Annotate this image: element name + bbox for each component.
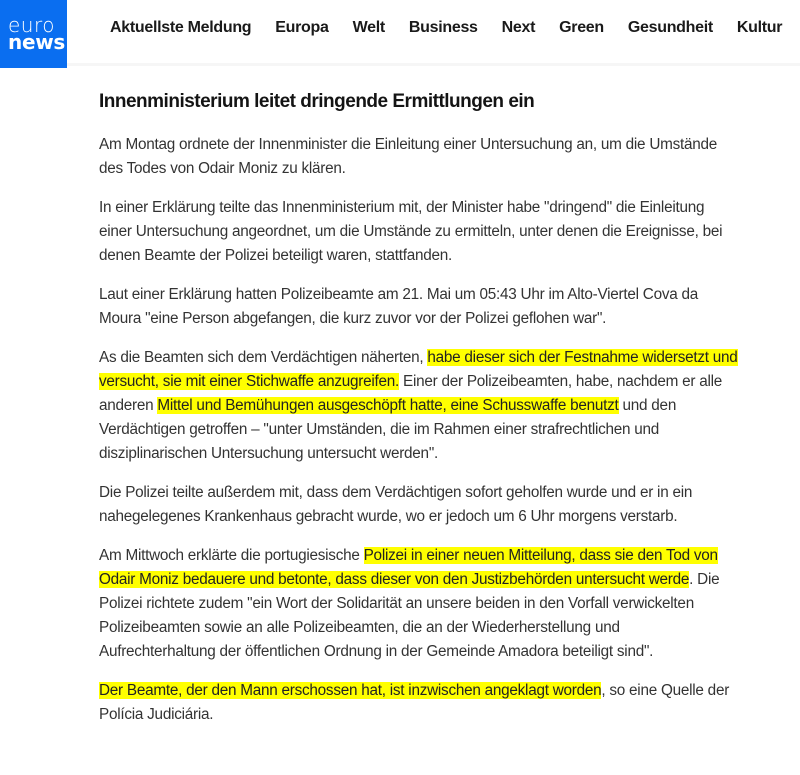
logo-line-2: news. xyxy=(8,30,73,54)
article-paragraph xyxy=(99,481,739,529)
text-segment: In einer Erklärung teilte das Innenministerium mit, der Minister habe "dringend" die Einleitung einer Untersuchung angeordnet, um die Umstände zu ermitteln, unter denen die Ereignisse, bei denen Beamte der Polizei beteiligt waren, stattfanden. xyxy=(99,199,723,264)
nav-item-business[interactable]: Business xyxy=(408,19,478,36)
article-paragraph xyxy=(99,133,739,181)
text-segment: Am Mittwoch erklärte die portugiesische xyxy=(99,547,364,564)
euronews-logo[interactable] xyxy=(0,0,73,68)
nav-item-aktuellste-meldung[interactable]: Aktuellste Meldung xyxy=(110,19,252,36)
article-paragraphs xyxy=(99,133,739,727)
nav-item-gesundheit[interactable]: Gesundheit xyxy=(627,19,713,36)
nav-item-welt[interactable]: Welt xyxy=(352,19,385,36)
nav-item-green[interactable]: Green xyxy=(559,19,604,36)
text-segment: Die Polizei teilte außerdem mit, dass dem Verdächtigen sofort geholfen wurde und er in ein nahegelegenes Krankenhaus gebracht wurde, wo er jedoch um 6 Uhr morgens verstarb. xyxy=(99,484,693,525)
text-segment: Einer der Polizeibeamten, habe, nachdem er alle anderen xyxy=(99,373,723,414)
text-segment: und den Verdächtigen getroffen – "unter Umständen, die im Rahmen einer strafrechtlichen und disziplinarischen Untersuchung untersucht werden". xyxy=(99,397,677,462)
nav-item-next[interactable]: Next xyxy=(501,19,536,36)
article-paragraph xyxy=(99,283,739,331)
highlighted-text: habe dieser sich der Festnahme widersetzt und versucht, sie mit einer Stichwaffe anzugreifen. xyxy=(99,349,738,390)
section-heading: Innenministerium leitet dringende Ermittlungen ein xyxy=(99,91,535,112)
main-nav xyxy=(110,19,800,37)
text-segment: Am Montag ordnete der Innenminister die Einleitung einer Untersuchung an, um die Umstände des Todes von Odair Moniz zu klären. xyxy=(99,136,718,177)
logo-line-1: euro xyxy=(8,13,55,37)
article-body xyxy=(99,89,739,742)
article-paragraph xyxy=(99,679,739,727)
text-segment: . Die Polizei richtete zudem "ein Wort der Solidarität an unsere beiden in den Vorfall verwickelten Polizeibeamten sowie an alle Polizeibeamten, die an der Wiederherstellung und Aufrechterhaltung der öffentlichen Ordnung in der Gemeinde Amadora beteiligt sind". xyxy=(99,571,720,660)
article-paragraph xyxy=(99,196,739,268)
nav-item-europa[interactable]: Europa xyxy=(275,19,329,36)
highlighted-text: Mittel und Bemühungen ausgeschöpft hatte, eine Schusswaffe benutzt xyxy=(157,397,619,414)
highlighted-text: Der Beamte, der den Mann erschossen hat, ist inzwischen angeklagt worden xyxy=(99,682,602,699)
top-navigation-bar xyxy=(0,0,800,66)
article-paragraph xyxy=(99,346,739,466)
text-segment: As die Beamten sich dem Verdächtigen näherten, xyxy=(99,349,428,366)
text-segment: , so eine Quelle der Polícia Judiciária. xyxy=(99,682,730,723)
text-segment: Laut einer Erklärung hatten Polizeibeamte am 21. Mai um 05:43 Uhr im Alto-Viertel Cova da Moura "eine Person abgefangen, die kurz zuvor vor der Polizei geflohen war". xyxy=(99,286,699,327)
highlighted-text: Polizei in einer neuen Mitteilung, dass sie den Tod von Odair Moniz bedauere und betonte, dass dieser von den Justizbehörden untersucht werde xyxy=(99,547,718,588)
nav-item-kultur[interactable]: Kultur xyxy=(736,19,783,36)
article-paragraph xyxy=(99,544,739,664)
